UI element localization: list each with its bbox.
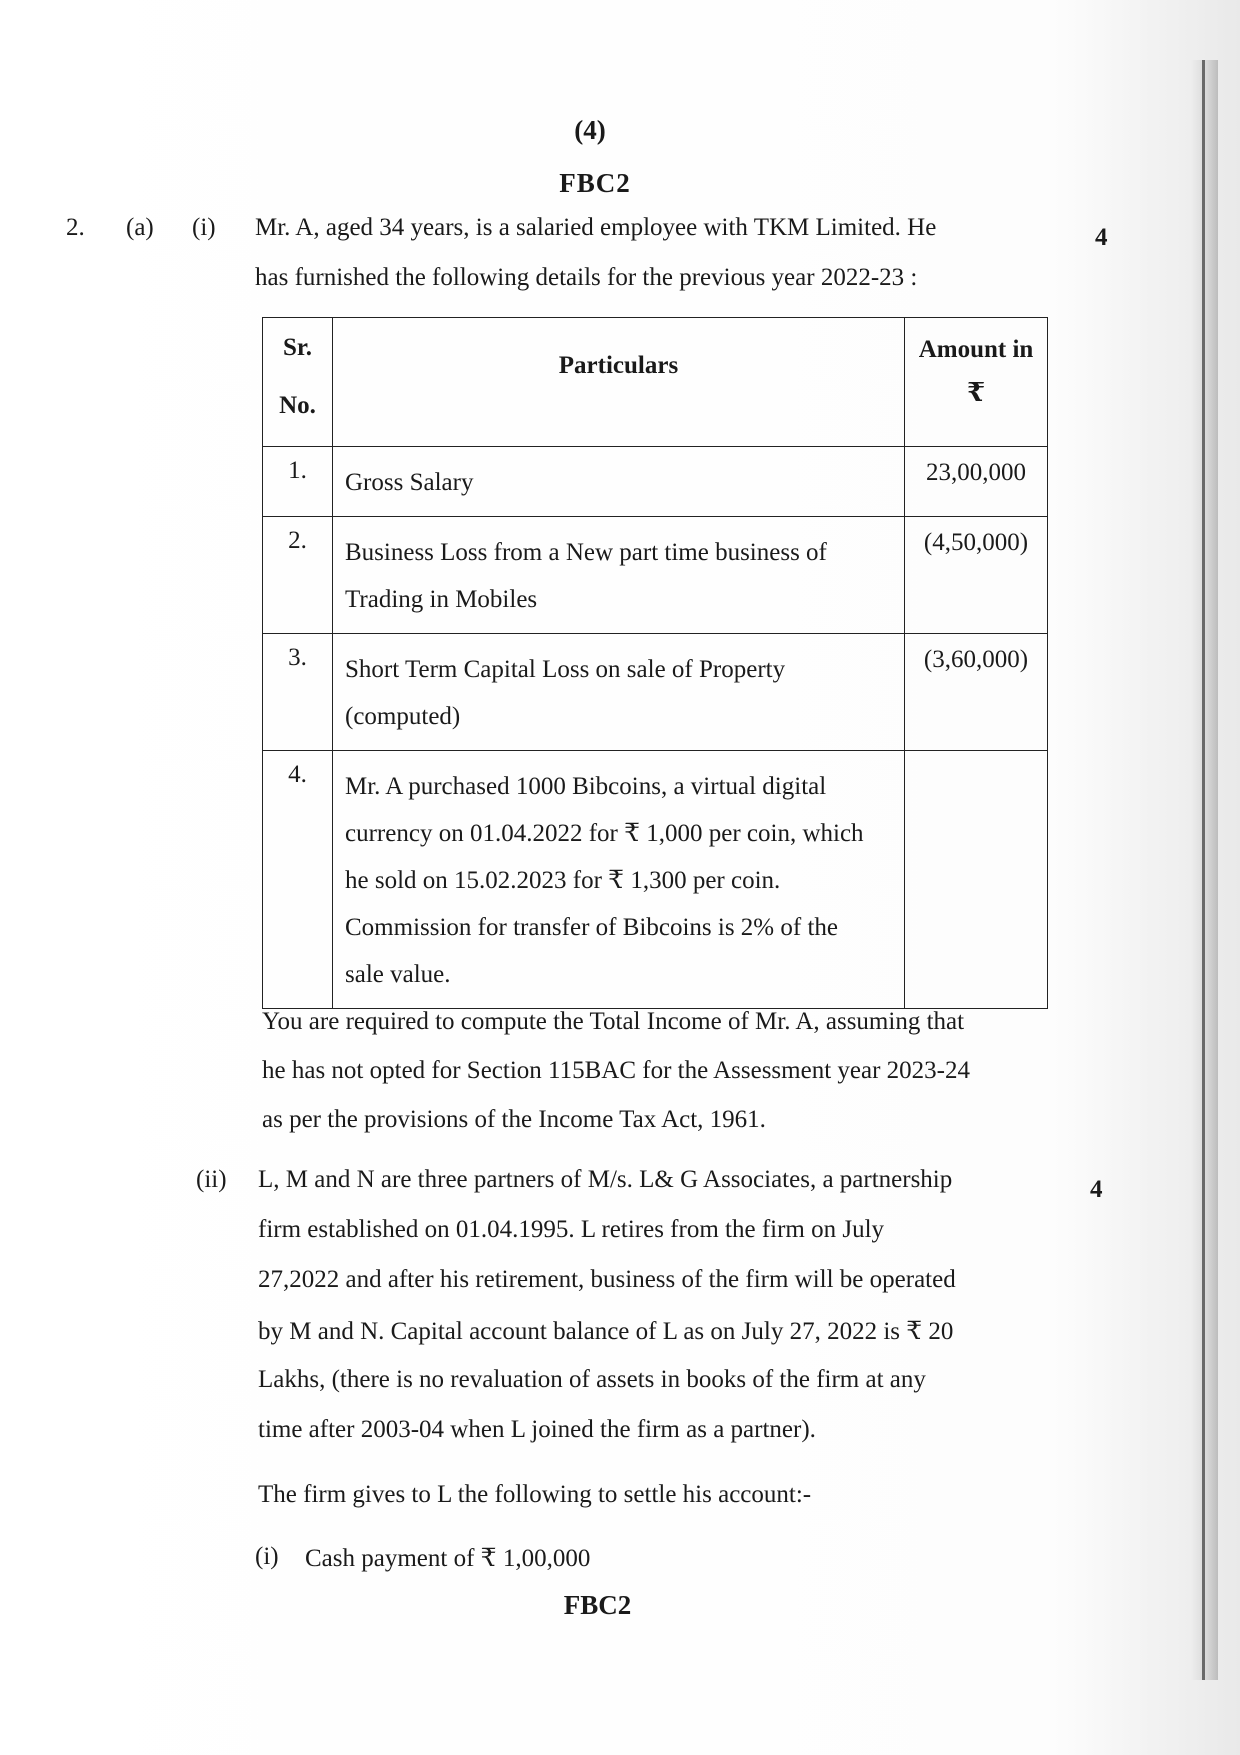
after-table-line-3: as per the provisions of the Income Tax Act, 1961.: [262, 1106, 766, 1133]
page-number: (4): [574, 115, 606, 145]
part-ii-line-5: Lakhs, (there is no revaluation of assets in books of the firm at any: [258, 1366, 926, 1393]
row-particulars: [333, 517, 905, 634]
row-amount: (4,50,000): [905, 517, 1048, 634]
particulars-line: sale value.: [345, 961, 451, 988]
row-sr: 3.: [263, 634, 333, 751]
header-amount: [905, 318, 1048, 447]
paper-code-bottom: FBC2: [563, 1590, 632, 1620]
marks-ii: 4: [1090, 1176, 1103, 1203]
particulars-line: he sold on 15.02.2023 for ₹ 1,300 per coin.: [345, 867, 781, 894]
particulars-line: (computed): [345, 703, 461, 730]
row-particulars: [333, 634, 905, 751]
table-header-row: [263, 318, 1048, 447]
header-sr-line2: No.: [279, 392, 316, 419]
particulars-line: currency on 01.04.2022 for ₹ 1,000 per coin, which: [345, 820, 864, 847]
table-row: [263, 634, 1048, 751]
particulars-line: Short Term Capital Loss on sale of Property: [345, 656, 786, 683]
row-particulars: [333, 447, 905, 517]
intro-line-1: Mr. A, aged 34 years, is a salaried employee with TKM Limited. He: [255, 214, 937, 241]
header-sr-no: [263, 318, 333, 447]
table-row: [263, 517, 1048, 634]
part-ii-line-2: firm established on 01.04.1995. L retires from the firm on July: [258, 1216, 885, 1243]
row-sr: 1.: [263, 447, 333, 517]
particulars-line: Mr. A purchased 1000 Bibcoins, a virtual digital: [345, 773, 827, 800]
table-row: [263, 751, 1048, 1009]
part-ii-line-4: by M and N. Capital account balance of L as on July 27, 2022 is ₹ 20: [258, 1318, 954, 1345]
row-sr: 2.: [263, 517, 333, 634]
row-amount: 23,00,000: [905, 447, 1048, 517]
table-row: [263, 447, 1048, 517]
header-particulars: Particulars: [333, 318, 905, 447]
row-particulars: [333, 751, 905, 1009]
sub-question-ii-label: (ii): [196, 1166, 227, 1193]
header-amount-line1: Amount in: [918, 336, 1034, 363]
part-ii-line-3: 27,2022 and after his retirement, business of the firm will be operated: [258, 1266, 956, 1293]
marks-i: 4: [1095, 224, 1108, 251]
part-ii-line-1: L, M and N are three partners of M/s. L& G Associates, a partnership: [258, 1166, 953, 1193]
row-sr: 4.: [263, 751, 333, 1009]
row-amount: [905, 751, 1048, 1009]
particulars-line: Commission for transfer of Bibcoins is 2% of the: [345, 914, 838, 941]
particulars-line: Gross Salary: [345, 469, 474, 496]
particulars-line: Trading in Mobiles: [345, 586, 538, 613]
after-table-line-2: he has not opted for Section 115BAC for the Assessment year 2023-24: [262, 1057, 970, 1084]
header-amount-currency: ₹: [966, 378, 986, 407]
item-i-label: (i): [255, 1543, 279, 1570]
settle-line: The firm gives to L the following to settle his account:-: [258, 1481, 812, 1508]
part-ii-line-6: time after 2003-04 when L joined the firm as a partner).: [258, 1416, 816, 1443]
header-sr-line1: Sr.: [283, 334, 312, 361]
page-edge-line: [1202, 60, 1205, 1680]
paper-code-top: FBC2: [559, 168, 631, 198]
after-table-line-1: You are required to compute the Total Income of Mr. A, assuming that: [262, 1008, 965, 1035]
intro-line-2: has furnished the following details for the previous year 2022-23 :: [255, 264, 918, 291]
item-i-text: Cash payment of ₹ 1,00,000: [305, 1545, 591, 1572]
row-amount: (3,60,000): [905, 634, 1048, 751]
particulars-line: Business Loss from a New part time business of: [345, 539, 827, 566]
question-part-label: (a): [126, 214, 154, 241]
details-table: [262, 317, 1048, 1009]
sub-question-i-label: (i): [192, 214, 216, 241]
question-number: 2.: [66, 214, 85, 241]
